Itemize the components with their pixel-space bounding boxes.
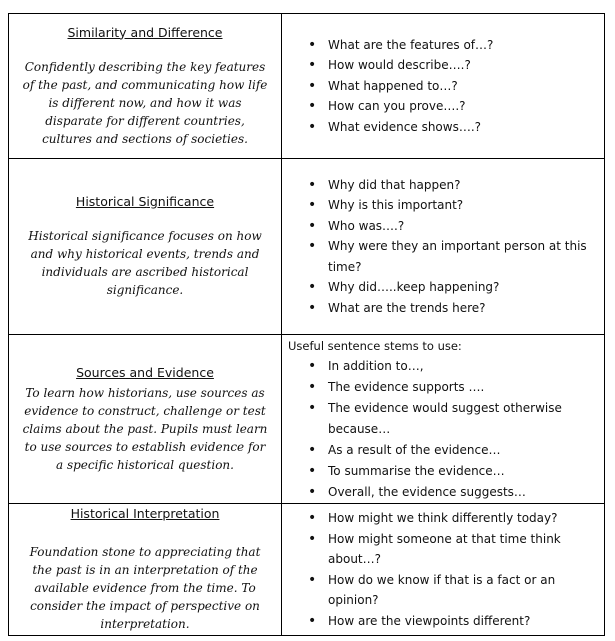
list-item: • How might we think differently today? bbox=[328, 508, 604, 529]
list-item: • Who was….? bbox=[328, 216, 604, 237]
skill-heading: Sources and Evidence bbox=[76, 364, 214, 380]
questions-cell bbox=[282, 14, 605, 159]
table-row bbox=[9, 504, 605, 636]
skill-cell-similarity bbox=[9, 14, 282, 159]
questions-cell bbox=[282, 504, 605, 636]
list-item: • The evidence would suggest otherwise because… bbox=[328, 398, 604, 440]
skill-description: Confidently describing the key features of the past, and communicating how life is different now, and how it was disparate for different countries, cultures and sections of societies. bbox=[22, 59, 268, 146]
list-item: • To summarise the evidence… bbox=[328, 461, 604, 482]
question-list bbox=[282, 508, 604, 631]
list-item: • In addition to…, bbox=[328, 356, 604, 377]
skill-heading: Similarity and Difference bbox=[67, 24, 223, 40]
list-item: • What are the trends here? bbox=[328, 298, 604, 319]
skill-cell-significance bbox=[9, 159, 282, 335]
skill-heading: Historical Interpretation bbox=[70, 506, 220, 521]
list-item: • The evidence supports …. bbox=[328, 377, 604, 398]
skill-description: Historical significance focuses on how and why historical events, trends and individuals are ascribed historical significance. bbox=[28, 229, 262, 297]
list-item: • What are the features of…? bbox=[328, 35, 604, 56]
questions-cell bbox=[282, 159, 605, 335]
list-item: • Overall, the evidence suggests… bbox=[328, 482, 604, 503]
list-item: • How are the viewpoints different? bbox=[328, 611, 604, 632]
skill-cell-interpretation bbox=[9, 504, 282, 636]
skill-description: Foundation stone to appreciating that the past is in an interpretation of the available evidence from the time. To consider the impact of perspective on interpretation. bbox=[29, 545, 261, 631]
list-item: • What happened to…? bbox=[328, 76, 604, 97]
list-item: • Why is this important? bbox=[328, 195, 604, 216]
list-item: • How might someone at that time think about…? bbox=[328, 529, 604, 570]
skill-heading: Historical Significance bbox=[75, 194, 215, 209]
list-item: • Why were they an important person at this time? bbox=[328, 236, 604, 277]
history-skills-table bbox=[8, 13, 605, 636]
question-list bbox=[282, 175, 604, 319]
sentence-stem-list bbox=[282, 356, 604, 503]
list-item: • How would describe….? bbox=[328, 55, 604, 76]
question-list bbox=[282, 35, 604, 138]
skill-cell-sources bbox=[9, 335, 282, 504]
list-item: • As a result of the evidence… bbox=[328, 440, 604, 461]
list-item: • What evidence shows….? bbox=[328, 117, 604, 138]
table-row bbox=[9, 159, 605, 335]
list-item: • Why did that happen? bbox=[328, 175, 604, 196]
table-row bbox=[9, 14, 605, 159]
list-item: • How can you prove….? bbox=[328, 96, 604, 117]
sentence-stems-intro: Useful sentence stems to use: bbox=[288, 339, 462, 353]
table-row bbox=[9, 335, 605, 504]
skill-description: To learn how historians, use sources as evidence to construct, challenge or test claims about the past. Pupils must learn to use sources to establish evidence for a specific historical question. bbox=[22, 385, 268, 472]
sentence-stems-cell bbox=[282, 335, 605, 504]
list-item: • How do we know if that is a fact or an opinion? bbox=[328, 570, 604, 611]
list-item: • Why did…..keep happening? bbox=[328, 277, 604, 298]
